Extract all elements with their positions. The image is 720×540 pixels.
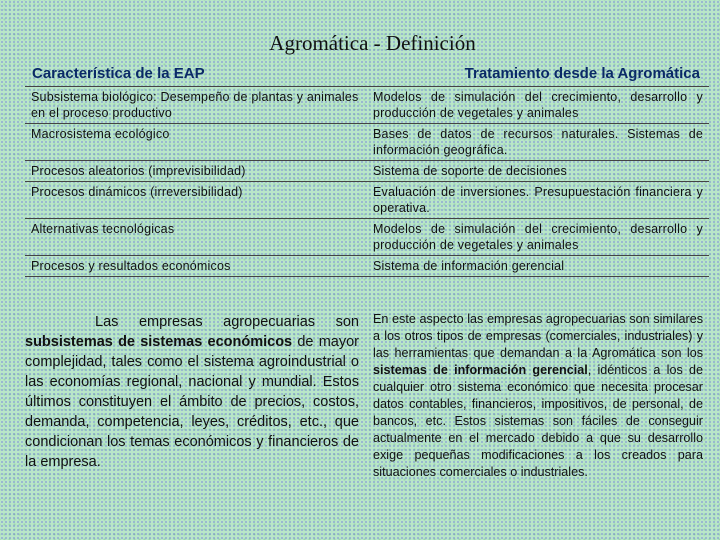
characteristic-cell: Procesos y resultados económicos xyxy=(31,259,231,273)
treatment-cell: Modelos de simulación del crecimiento, desarrollo y producción de vegetales y animales xyxy=(373,90,703,120)
characteristic-cell: Procesos aleatorios (imprevisibilidad) xyxy=(31,164,246,178)
characteristic-cell: Macrosistema ecológico xyxy=(31,127,170,141)
table-row xyxy=(25,124,709,161)
characteristic-cell: Alternativas tecnológicas xyxy=(31,222,175,236)
table-row xyxy=(25,219,709,256)
paragraph-right-bold: sistemas de información gerencial xyxy=(373,363,588,377)
paragraph-left-bold: subsistemas de sistemas económicos xyxy=(25,334,293,350)
treatment-cell: Bases de datos de recursos naturales. Sistemas de información geográfica. xyxy=(373,127,703,157)
page-title: Agromática - Definición xyxy=(269,31,476,55)
characteristic-cell: Subsistema biológico: Desempeño de plantas y animales en el proceso productivo xyxy=(31,90,359,120)
treatment-cell: Modelos de simulación del crecimiento, desarrollo y producción de vegetales y animales xyxy=(373,222,703,252)
treatment-cell: Sistema de soporte de decisiones xyxy=(373,164,568,178)
paragraph-left-rest: de mayor complejidad, tales como el sistema agroindustrial o las economías regional, nacional y mundial. Estos últimos constituyen el ámbito de precios, costos, demanda, competencia, leyes, créditos, etc., que condicionan los temas económicos y financieros de la empresa. xyxy=(25,334,359,470)
definition-table xyxy=(25,86,709,277)
treatment-cell: Evaluación de inversiones. Presupuestación financiera y operativa. xyxy=(373,185,703,215)
paragraph-economic-subsystems xyxy=(25,312,359,472)
column-header-characteristic: Característica de la EAP xyxy=(32,65,205,82)
paragraph-left-intro: Las empresas agropecuarias son xyxy=(95,314,359,330)
table-row xyxy=(25,182,709,219)
table-row xyxy=(25,161,709,182)
paragraph-right-rest: , idénticos a los de cualquier otro sistema económico que necesita procesar datos contables, financieros, impositivos, de personal, de bancos, etc. Estos sistemas son fáciles de conseguir actualmente en el mercado debido a que su desarrollo exige pequeñas modificaciones a los creados para situaciones comerciales o industriales. xyxy=(373,363,704,479)
treatment-cell: Sistema de información gerencial xyxy=(373,259,565,273)
table-row xyxy=(25,87,709,124)
paragraph-right-intro: En este aspecto las empresas agropecuarias son similares a los otros tipos de empresas (comerciales, industriales) y las herramientas que demandan a la Agromática son los xyxy=(373,312,703,360)
column-header-treatment: Tratamiento desde la Agromática xyxy=(464,65,700,82)
characteristic-cell: Procesos dinámicos (irreversibilidad) xyxy=(31,185,243,199)
table-row xyxy=(25,256,709,277)
paragraph-management-information xyxy=(373,311,703,481)
